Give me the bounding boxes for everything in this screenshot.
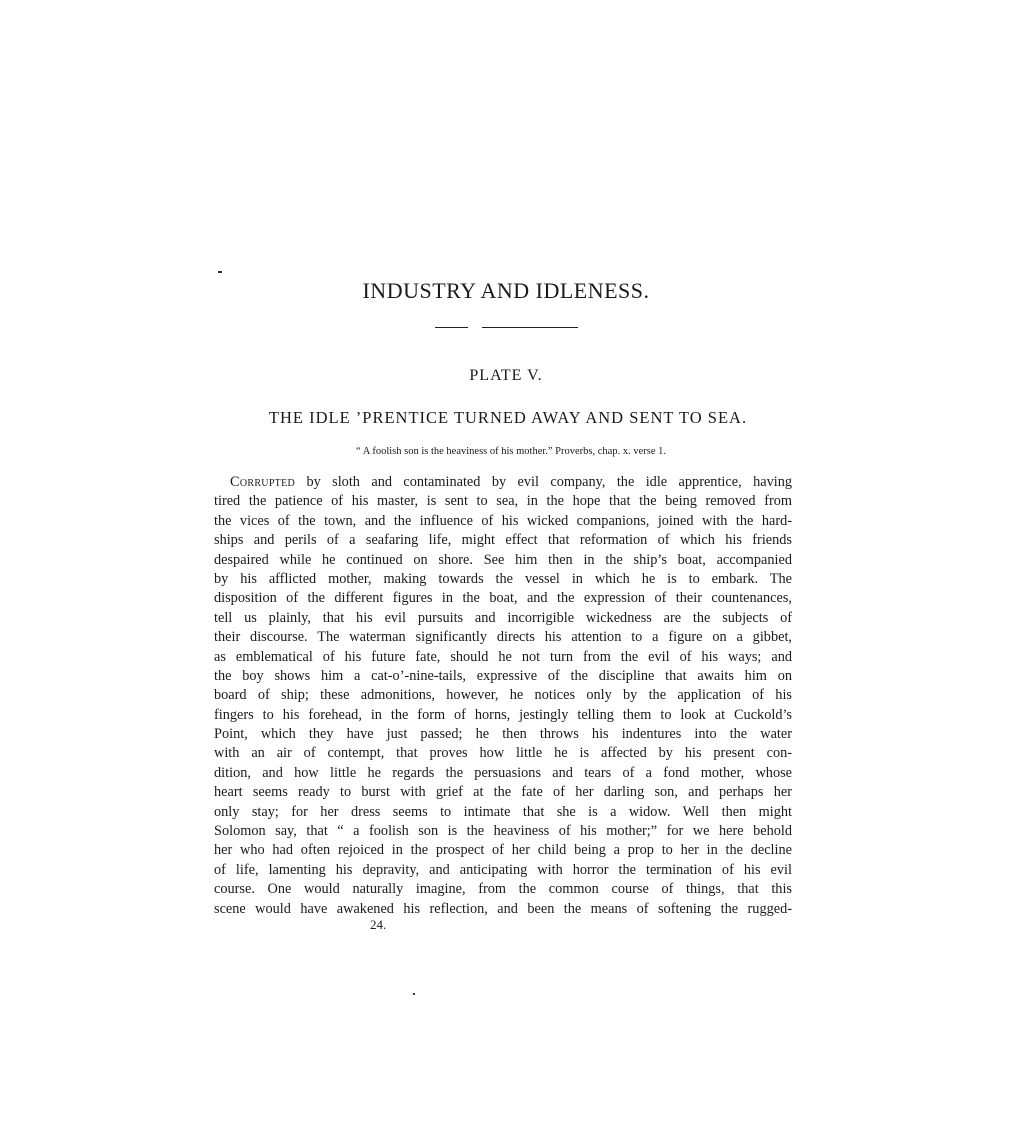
body-line: [214, 473, 792, 492]
title-rule-long: [482, 327, 578, 328]
body-line-text: by sloth and contaminated by evil company, the idle apprentice, having: [295, 474, 792, 490]
body-line: scene would have awakened his reflection, and been the means of softening the rugged-: [214, 900, 792, 917]
body-line: the boy shows him a cat-o’-nine-tails, expressive of the discipline that awaits him on: [214, 667, 792, 684]
body-line: their discourse. The waterman significantly directs his attention to a figure on a gibbet,: [214, 629, 792, 646]
body-line: as emblematical of his future fate, should he not turn from the evil of his ways; and: [214, 648, 792, 665]
body-line: with an air of contempt, that proves how little he is affected by his present con-: [214, 745, 792, 762]
page-number: 24.: [370, 917, 387, 932]
bottom-speck: [413, 993, 415, 995]
page-title: INDUSTRY AND IDLENESS.: [362, 278, 650, 303]
body-line: heart seems ready to burst with grief at the fate of her darling son, and perhaps her: [214, 784, 792, 801]
body-line: tell us plainly, that his evil pursuits and incorrigible wickedness are the subjects of: [214, 609, 792, 626]
body-line: of life, lamenting his depravity, and anticipating with horror the termination of his evil: [214, 861, 792, 878]
body-line: disposition of the different figures in the boat, and the expression of their countenances,: [214, 590, 792, 607]
plate-number: PLATE V.: [469, 367, 543, 384]
body-line: the vices of the town, and the influence of his wicked companions, joined with the hard-: [214, 512, 792, 529]
body-line: tired the patience of his master, is sent to sea, in the hope that the being removed from: [214, 493, 792, 510]
body-line: Solomon say, that “ a foolish son is the heaviness of his mother;” for we here behold: [214, 823, 792, 840]
margin-speck: [218, 271, 222, 273]
body-line: dition, and how little he regards the persuasions and tears of a fond mother, whose: [214, 764, 792, 781]
body-line: ships and perils of a seafaring life, might effect that reformation of which his friends: [214, 532, 792, 549]
drop-word: Corrupted: [230, 474, 296, 490]
body-line: course. One would naturally imagine, from the common course of things, that this: [214, 881, 792, 898]
body-line: Point, which they have just passed; he then throws his indentures into the water: [214, 726, 792, 743]
body-line: by his afflicted mother, making towards the vessel in which he is to embark. The: [214, 570, 792, 587]
body-line: board of ship; these admonitions, however, he notices only by the application of his: [214, 687, 792, 704]
epigraph: “ A foolish son is the heaviness of his mother.” Proverbs, chap. x. verse 1.: [356, 446, 666, 457]
plate-subtitle: THE IDLE ’PRENTICE TURNED AWAY AND SENT TO SEA.: [268, 408, 748, 427]
body-paragraph: [214, 473, 792, 919]
body-line: fingers to his forehead, in the form of horns, jestingly telling them to look at Cuckold’s: [214, 706, 792, 723]
body-line: despaired while he continued on shore. See him then in the ship’s boat, accompanied: [214, 551, 792, 568]
title-rule-short: [435, 327, 468, 328]
body-line: her who had often rejoiced in the prospect of her child being a prop to her in the decline: [214, 842, 792, 859]
body-line: only stay; for her dress seems to intimate that she is a widow. Well then might: [214, 803, 792, 820]
